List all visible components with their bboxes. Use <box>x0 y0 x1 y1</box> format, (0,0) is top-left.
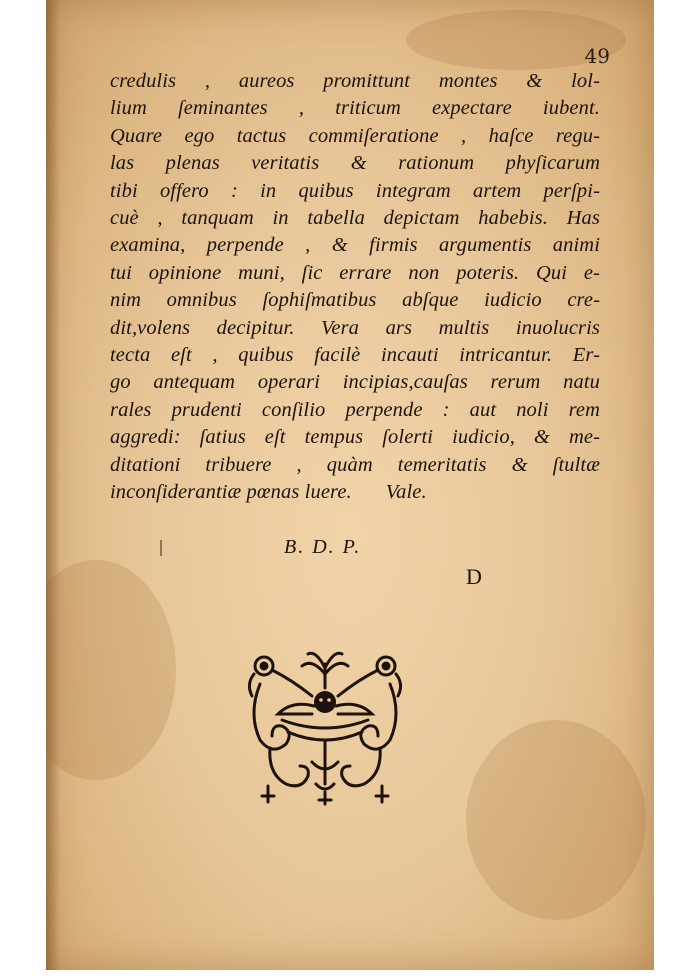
text-line: aggredi: ſatius eſt tempus ſolerti iudicio, & me- <box>110 426 600 449</box>
book-page <box>46 0 654 970</box>
text-line: Quare ego tactus commiſeratione , haſce regu- <box>110 124 600 147</box>
paper-stain <box>46 560 176 780</box>
text-line: ditationi tribuere , quàm temeritatis & ſtultæ <box>110 453 600 476</box>
text-line: go antequam operari incipias,cauſas rerum natu <box>110 371 600 394</box>
text-line: tui opinione muni, ſic errare non poteris. Qui e- <box>110 261 600 284</box>
text-line: examina, perpende , & firmis argumentis animi <box>110 234 600 257</box>
signature-initials: B. D. P. <box>284 536 362 558</box>
text-line: nim omnibus ſophiſmatibus abſque iudicio cre- <box>110 289 600 312</box>
text-line: dit,volens decipitur. Vera ars multis inuolucris <box>110 316 600 339</box>
last-line-text: inconſiderantiæ pœnas luere. <box>110 481 352 504</box>
floral-head-ornament-icon <box>242 644 408 810</box>
catchword: D <box>466 564 482 589</box>
signature-mark <box>160 540 162 556</box>
paper-stain <box>466 720 646 920</box>
last-text-line <box>110 479 600 506</box>
text-line: credulis , aureos promittunt montes & lol- <box>110 70 600 92</box>
text-line: cuè , tanquam in tabella depictam habebis. Has <box>110 207 600 230</box>
text-line: rales prudenti conſilio perpende : aut noli rem <box>110 398 600 421</box>
page-number: 49 <box>584 44 610 68</box>
text-line: lium ſeminantes , triticum expectare iubent. <box>110 97 600 120</box>
text-line: tibi offero : in quibus integram artem perſpi- <box>110 179 600 202</box>
body-text <box>110 68 600 507</box>
text-line: tecta eſt , quibus facilè incauti intricantur. Er- <box>110 344 600 367</box>
text-line: las plenas veritatis & rationum phyſicarum <box>110 152 600 175</box>
closing-word: Vale. <box>385 481 427 504</box>
